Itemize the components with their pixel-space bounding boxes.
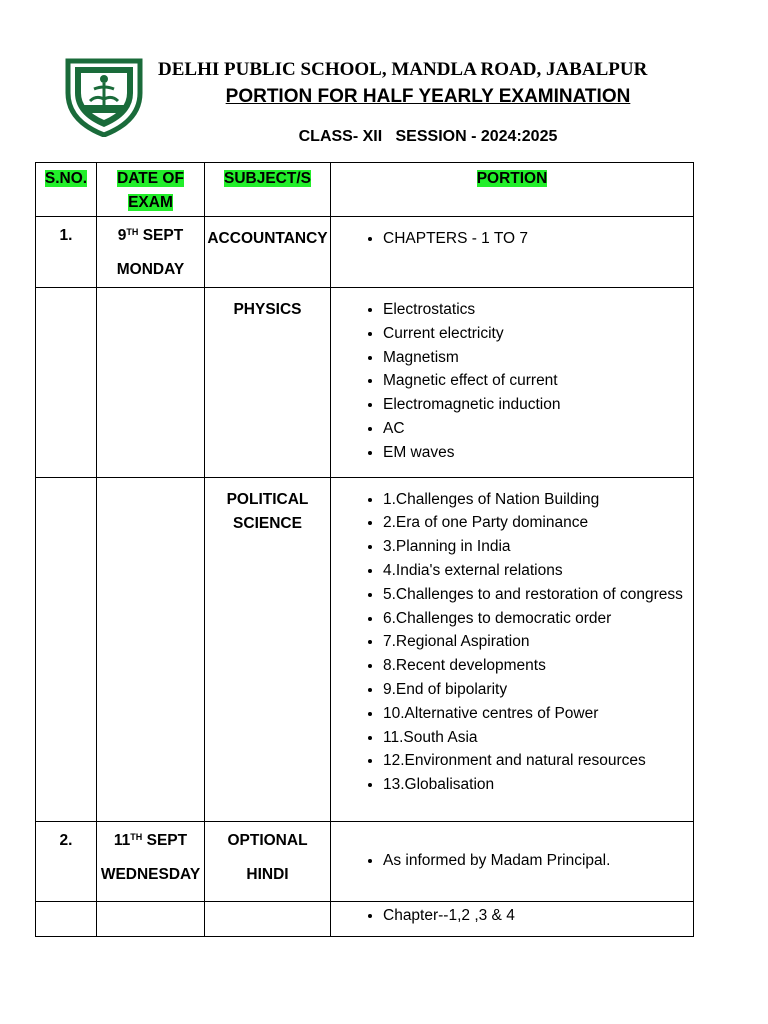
portion-list xyxy=(331,298,693,465)
portion-list xyxy=(331,227,693,251)
portion-item: • EM waves xyxy=(383,441,693,465)
portion-item: • 10.Alternative centres of Power xyxy=(383,702,693,726)
sno-cell: 1. xyxy=(36,217,97,288)
portion-item: • 6.Challenges to democratic order xyxy=(383,607,693,631)
sno-cell xyxy=(36,901,97,936)
portion-item: • 4.India's external relations xyxy=(383,559,693,583)
portion-item: • Chapter--1,2 ,3 & 4 xyxy=(383,904,693,928)
portion-cell xyxy=(331,217,694,288)
portion-item: • 9.End of bipolarity xyxy=(383,678,693,702)
subject-cell: PHYSICS xyxy=(205,288,331,478)
date-cell: 11TH SEPT WEDNESDAY xyxy=(97,821,205,901)
portion-item: • 2.Era of one Party dominance xyxy=(383,511,693,535)
portion-item: • 5.Challenges to and restoration of congress xyxy=(383,583,693,607)
subject-cell: OPTIONAL HINDI xyxy=(205,821,331,901)
table-row xyxy=(36,901,694,936)
portion-item: • 1.Challenges of Nation Building xyxy=(383,488,693,512)
table-row xyxy=(36,821,694,901)
header-subject: SUBJECT/S xyxy=(205,163,331,217)
table-row xyxy=(36,288,694,478)
table-row xyxy=(36,217,694,288)
date-cell: 9TH SEPT MONDAY xyxy=(97,217,205,288)
portion-item: • Magnetic effect of current xyxy=(383,369,693,393)
sno-cell: 2. xyxy=(36,821,97,901)
portion-item: • Current electricity xyxy=(383,322,693,346)
sno-cell xyxy=(36,288,97,478)
table-header-row xyxy=(36,163,694,217)
portion-item: • Electromagnetic induction xyxy=(383,393,693,417)
header-portion: PORTION xyxy=(331,163,694,217)
sno-cell xyxy=(36,477,97,821)
portion-item: • 3.Planning in India xyxy=(383,535,693,559)
portion-item: • Magnetism xyxy=(383,346,693,370)
portion-cell xyxy=(331,821,694,901)
portion-item: • AC xyxy=(383,417,693,441)
class-session: CLASS- XII SESSION - 2024:2025 xyxy=(298,128,558,145)
portion-list xyxy=(331,849,693,873)
date-cell xyxy=(97,901,205,936)
portion-item: • Electrostatics xyxy=(383,298,693,322)
portion-item: • 7.Regional Aspiration xyxy=(383,630,693,654)
portion-item: • 8.Recent developments xyxy=(383,654,693,678)
date-cell xyxy=(97,288,205,478)
portion-item: • 11.South Asia xyxy=(383,726,693,750)
portion-item: • As informed by Madam Principal. xyxy=(383,849,693,873)
portion-item: • 13.Globalisation xyxy=(383,773,693,797)
table-row xyxy=(36,477,694,821)
portion-table xyxy=(35,162,694,937)
exam-title: PORTION FOR HALF YEARLY EXAMINATION xyxy=(225,86,631,107)
portion-cell xyxy=(331,288,694,478)
portion-list xyxy=(331,488,693,797)
header-date: DATE OF EXAM xyxy=(97,163,205,217)
header-sno: S.NO. xyxy=(36,163,97,217)
portion-cell xyxy=(331,477,694,821)
school-name: DELHI PUBLIC SCHOOL, MANDLA ROAD, JABALPUR xyxy=(158,59,648,80)
portion-item: • CHAPTERS - 1 TO 7 xyxy=(383,227,693,251)
portion-list xyxy=(331,904,693,928)
subject-cell: ACCOUNTANCY xyxy=(205,217,331,288)
subject-cell xyxy=(205,901,331,936)
date-cell xyxy=(97,477,205,821)
school-crest-icon xyxy=(60,55,148,137)
subject-cell: POLITICAL SCIENCE xyxy=(205,477,331,821)
portion-item: • 12.Environment and natural resources xyxy=(383,749,693,773)
portion-cell xyxy=(331,901,694,936)
